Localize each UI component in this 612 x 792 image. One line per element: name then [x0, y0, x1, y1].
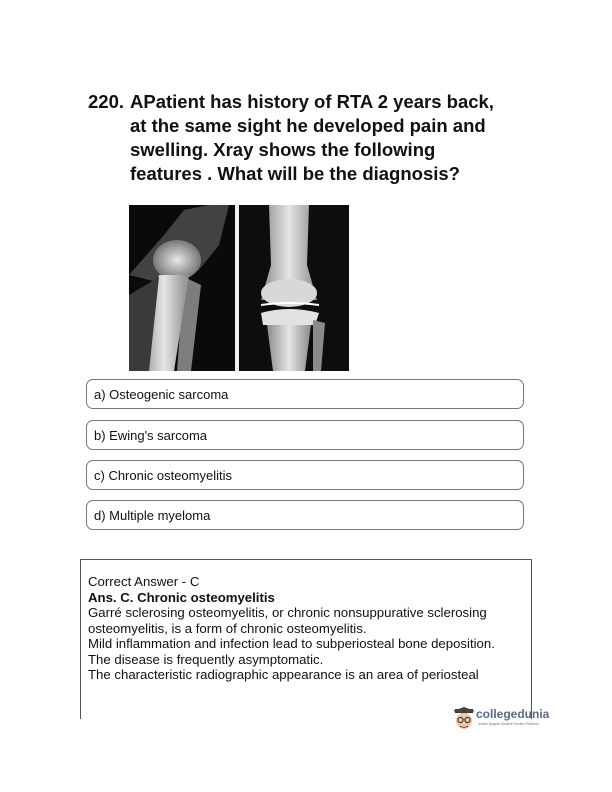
- explanation-paragraph: Garré sclerosing osteomyelitis, or chronic nonsuppurative sclerosing osteomyelitis, is a form of chronic osteomyelitis.: [88, 605, 487, 636]
- xray-knee-illustration: [129, 205, 349, 371]
- answer-heading: Ans. C. Chronic osteomyelitis: [88, 589, 275, 605]
- explanation-paragraph: The disease is frequently asymptomatic.: [88, 651, 324, 667]
- correct-answer-line: Correct Answer - C: [88, 574, 200, 589]
- question: [88, 90, 508, 186]
- option-a[interactable]: a) Osteogenic sarcoma: [86, 379, 524, 409]
- answer-explanation: [80, 559, 532, 719]
- explanation-paragraph: Mild inflammation and infection lead to subperiosteal bone deposition.: [88, 636, 495, 651]
- xray-image: [129, 205, 349, 371]
- explanation-paragraph: The characteristic radiographic appearance is an area of periosteal: [88, 667, 479, 682]
- option-b[interactable]: b) Ewing's sarcoma: [86, 420, 524, 450]
- student-mascot-icon: [452, 707, 476, 733]
- brand-name: collegedunia: [476, 707, 550, 721]
- option-d[interactable]: d) Multiple myeloma: [86, 500, 524, 530]
- question-text: APatient has history of RTA 2 years back, at the same sight he developed pain and swelling. Xray shows the following features . What will be the diagnosis?: [130, 91, 494, 184]
- collegedunia-watermark: [452, 705, 552, 735]
- option-c[interactable]: c) Chronic osteomyelitis: [86, 460, 524, 490]
- question-number: 220.: [88, 91, 125, 112]
- brand-tagline: India's largest Student Review Platform: [478, 722, 539, 726]
